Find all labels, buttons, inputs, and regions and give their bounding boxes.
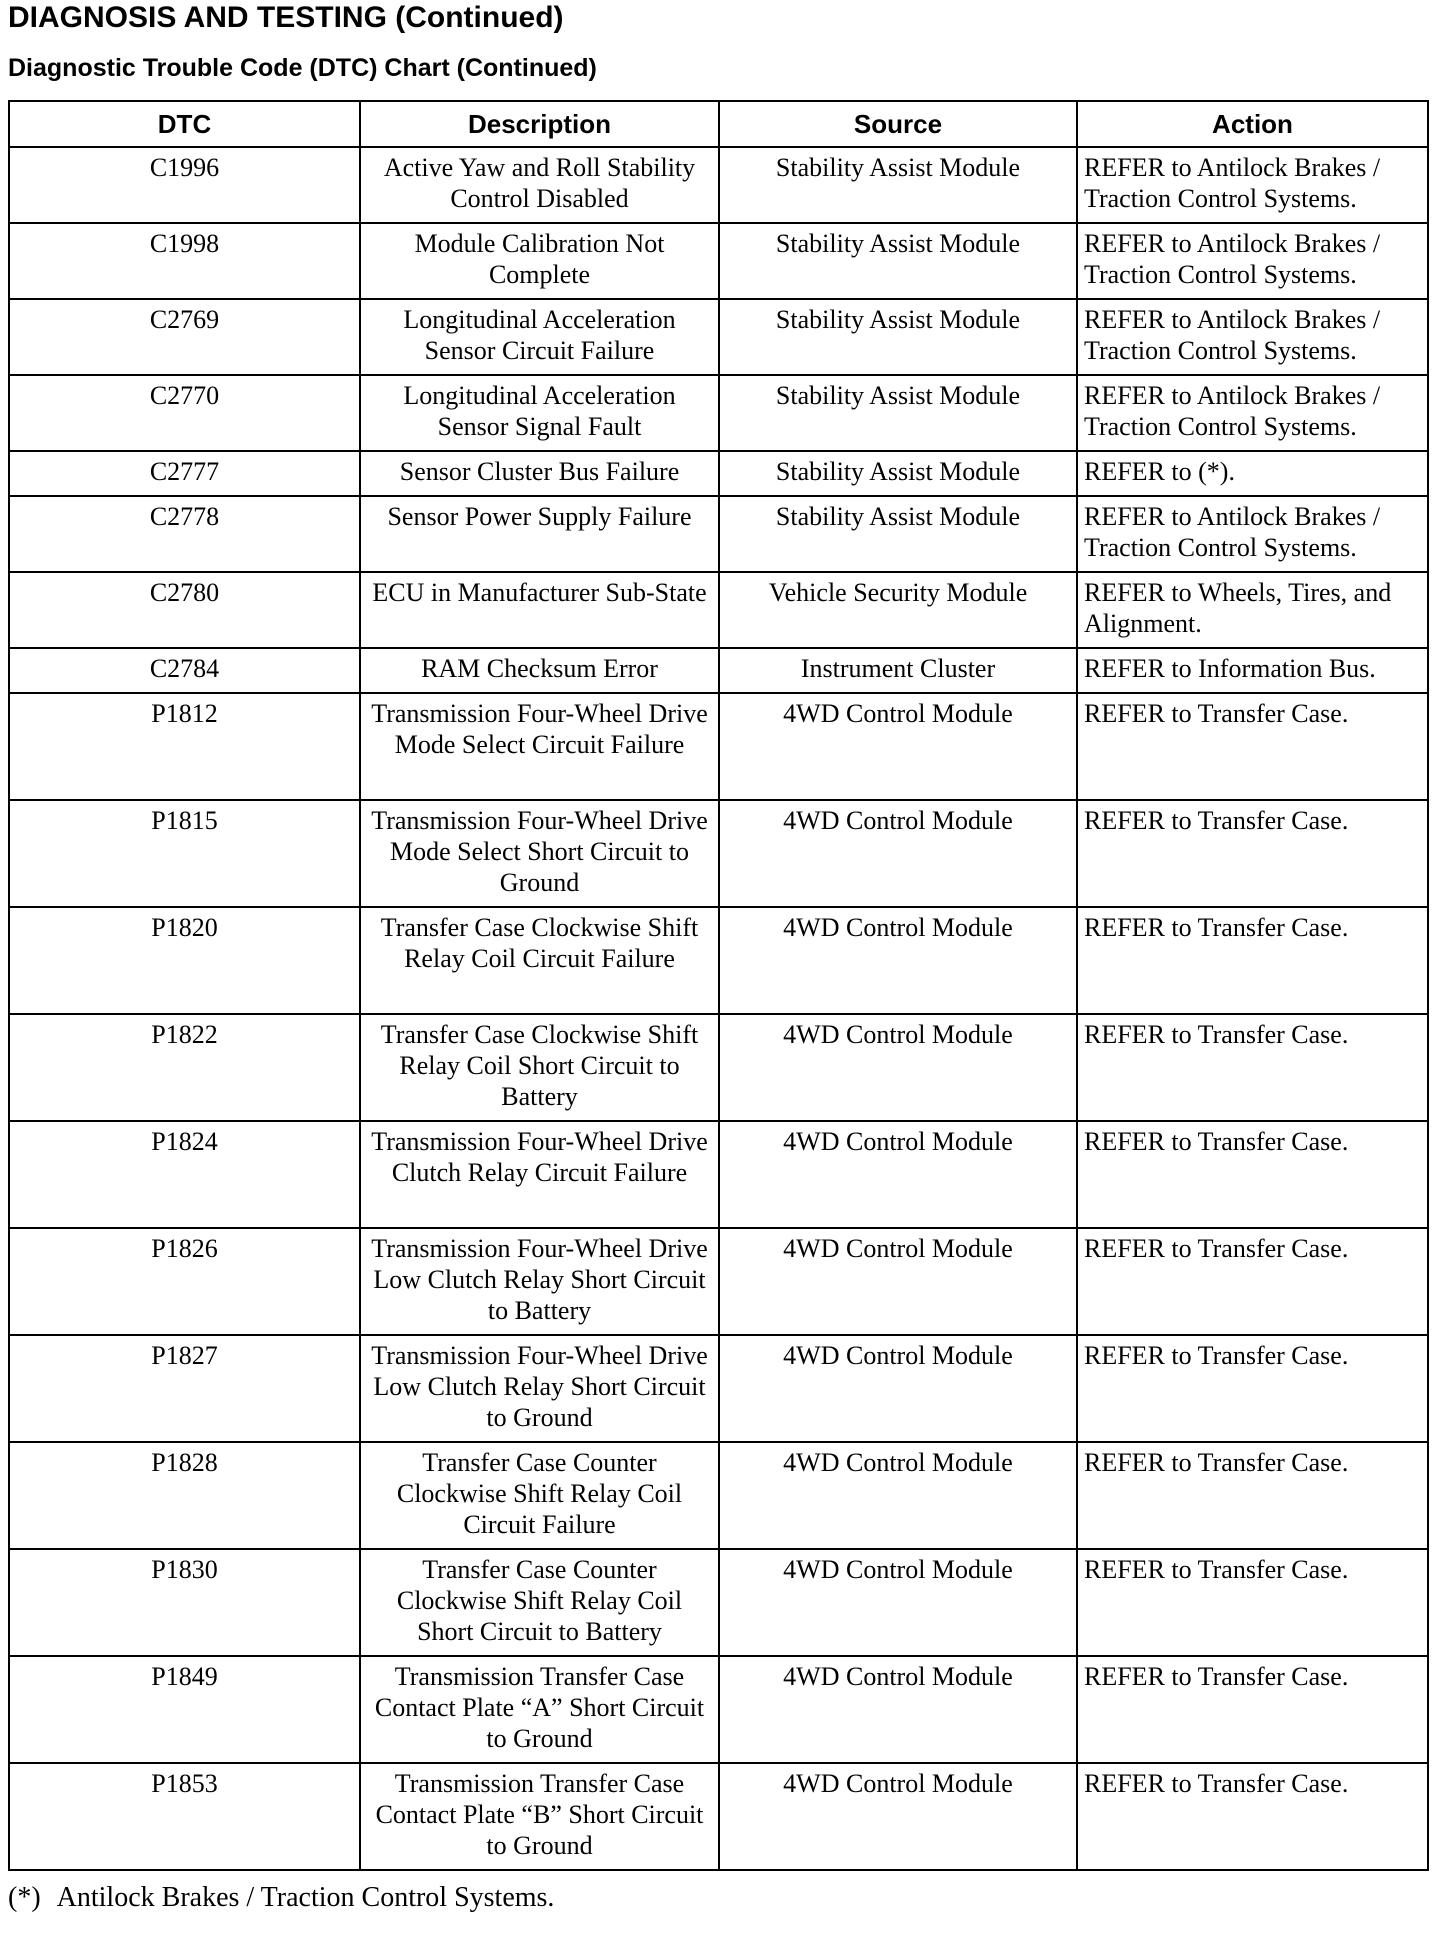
dtc-source: Stability Assist Module: [719, 375, 1077, 451]
dtc-code: C1998: [9, 223, 360, 299]
dtc-source: 4WD Control Module: [719, 1656, 1077, 1763]
footnote-text: Antilock Brakes / Traction Control Systems.: [56, 1882, 555, 1913]
dtc-source: Vehicle Security Module: [719, 572, 1077, 648]
dtc-description: Module Calibration Not Complete: [360, 223, 719, 299]
dtc-action: REFER to Transfer Case.: [1077, 1656, 1428, 1763]
dtc-source: 4WD Control Module: [719, 907, 1077, 1014]
dtc-source: Instrument Cluster: [719, 648, 1077, 693]
dtc-table: [8, 100, 1429, 1871]
dtc-action: REFER to Antilock Brakes / Traction Control Systems.: [1077, 299, 1428, 375]
dtc-code: C2777: [9, 451, 360, 496]
table-row: [9, 147, 1428, 223]
dtc-action: REFER to Antilock Brakes / Traction Control Systems.: [1077, 223, 1428, 299]
dtc-source: Stability Assist Module: [719, 147, 1077, 223]
dtc-action: REFER to Transfer Case.: [1077, 693, 1428, 800]
dtc-code: P1830: [9, 1549, 360, 1656]
dtc-action: REFER to Antilock Brakes / Traction Control Systems.: [1077, 147, 1428, 223]
dtc-source: 4WD Control Module: [719, 1121, 1077, 1228]
dtc-description: Sensor Cluster Bus Failure: [360, 451, 719, 496]
dtc-source: 4WD Control Module: [719, 1442, 1077, 1549]
dtc-action: REFER to Transfer Case.: [1077, 1549, 1428, 1656]
dtc-action: REFER to Transfer Case.: [1077, 1763, 1428, 1870]
table-row: [9, 648, 1428, 693]
table-header-row: [9, 101, 1428, 147]
dtc-description: Transmission Transfer Case Contact Plate “A” Short Circuit to Ground: [360, 1656, 719, 1763]
dtc-description: Longitudinal Acceleration Sensor Circuit Failure: [360, 299, 719, 375]
dtc-source: Stability Assist Module: [719, 299, 1077, 375]
page-title: DIAGNOSIS AND TESTING (Continued): [8, 1, 564, 34]
dtc-code: P1824: [9, 1121, 360, 1228]
dtc-code: P1826: [9, 1228, 360, 1335]
dtc-description: Transfer Case Counter Clockwise Shift Relay Coil Short Circuit to Battery: [360, 1549, 719, 1656]
dtc-code: P1815: [9, 800, 360, 907]
dtc-source: Stability Assist Module: [719, 451, 1077, 496]
table-row: [9, 1121, 1428, 1228]
dtc-source: 4WD Control Module: [719, 1549, 1077, 1656]
dtc-action: REFER to Transfer Case.: [1077, 1442, 1428, 1549]
dtc-code: P1820: [9, 907, 360, 1014]
dtc-description: Transmission Transfer Case Contact Plate “B” Short Circuit to Ground: [360, 1763, 719, 1870]
table-row: [9, 1335, 1428, 1442]
dtc-code: C2770: [9, 375, 360, 451]
dtc-source: 4WD Control Module: [719, 800, 1077, 907]
dtc-action: REFER to Transfer Case.: [1077, 1014, 1428, 1121]
table-row: [9, 496, 1428, 572]
dtc-action: REFER to Transfer Case.: [1077, 1228, 1428, 1335]
dtc-code: P1812: [9, 693, 360, 800]
table-row: [9, 299, 1428, 375]
table-row: [9, 1228, 1428, 1335]
dtc-description: Transmission Four-Wheel Drive Low Clutch Relay Short Circuit to Ground: [360, 1335, 719, 1442]
table-row: [9, 451, 1428, 496]
footnote-marker: (*): [8, 1882, 41, 1913]
dtc-description: Longitudinal Acceleration Sensor Signal Fault: [360, 375, 719, 451]
table-row: [9, 1014, 1428, 1121]
table-row: [9, 907, 1428, 1014]
column-header-action: Action: [1077, 101, 1428, 147]
dtc-action: REFER to Wheels, Tires, and Alignment.: [1077, 572, 1428, 648]
dtc-code: C2769: [9, 299, 360, 375]
dtc-code: C2780: [9, 572, 360, 648]
dtc-description: Transmission Four-Wheel Drive Mode Select Circuit Failure: [360, 693, 719, 800]
dtc-code: P1822: [9, 1014, 360, 1121]
dtc-action: REFER to Transfer Case.: [1077, 907, 1428, 1014]
dtc-code: P1849: [9, 1656, 360, 1763]
chart-subtitle: Diagnostic Trouble Code (DTC) Chart (Continued): [8, 54, 597, 82]
dtc-source: Stability Assist Module: [719, 223, 1077, 299]
column-header-description: Description: [360, 101, 719, 147]
table-row: [9, 572, 1428, 648]
column-header-dtc: DTC: [9, 101, 360, 147]
dtc-action: REFER to Transfer Case.: [1077, 1335, 1428, 1442]
dtc-source: 4WD Control Module: [719, 1014, 1077, 1121]
table-row: [9, 800, 1428, 907]
dtc-source: Stability Assist Module: [719, 496, 1077, 572]
dtc-description: Transfer Case Clockwise Shift Relay Coil Short Circuit to Battery: [360, 1014, 719, 1121]
dtc-description: ECU in Manufacturer Sub-State: [360, 572, 719, 648]
dtc-description: Transfer Case Clockwise Shift Relay Coil Circuit Failure: [360, 907, 719, 1014]
table-row: [9, 693, 1428, 800]
dtc-description: Active Yaw and Roll Stability Control Disabled: [360, 147, 719, 223]
dtc-description: Transmission Four-Wheel Drive Low Clutch Relay Short Circuit to Battery: [360, 1228, 719, 1335]
dtc-code: C2778: [9, 496, 360, 572]
dtc-description: Transfer Case Counter Clockwise Shift Relay Coil Circuit Failure: [360, 1442, 719, 1549]
table-row: [9, 1656, 1428, 1763]
dtc-description: Transmission Four-Wheel Drive Mode Select Short Circuit to Ground: [360, 800, 719, 907]
footnote: [8, 1881, 554, 1915]
dtc-action: REFER to Antilock Brakes / Traction Control Systems.: [1077, 375, 1428, 451]
dtc-code: C2784: [9, 648, 360, 693]
dtc-code: P1827: [9, 1335, 360, 1442]
dtc-action: REFER to Transfer Case.: [1077, 800, 1428, 907]
dtc-action: REFER to Antilock Brakes / Traction Control Systems.: [1077, 496, 1428, 572]
dtc-description: Transmission Four-Wheel Drive Clutch Relay Circuit Failure: [360, 1121, 719, 1228]
dtc-source: 4WD Control Module: [719, 1335, 1077, 1442]
column-header-source: Source: [719, 101, 1077, 147]
dtc-action: REFER to Information Bus.: [1077, 648, 1428, 693]
dtc-source: 4WD Control Module: [719, 1763, 1077, 1870]
dtc-description: RAM Checksum Error: [360, 648, 719, 693]
dtc-source: 4WD Control Module: [719, 693, 1077, 800]
table-row: [9, 1442, 1428, 1549]
dtc-code: P1828: [9, 1442, 360, 1549]
dtc-code: C1996: [9, 147, 360, 223]
table-row: [9, 223, 1428, 299]
dtc-action: REFER to Transfer Case.: [1077, 1121, 1428, 1228]
dtc-code: P1853: [9, 1763, 360, 1870]
dtc-description: Sensor Power Supply Failure: [360, 496, 719, 572]
table-row: [9, 1763, 1428, 1870]
dtc-action: REFER to (*).: [1077, 451, 1428, 496]
dtc-source: 4WD Control Module: [719, 1228, 1077, 1335]
table-row: [9, 375, 1428, 451]
table-row: [9, 1549, 1428, 1656]
